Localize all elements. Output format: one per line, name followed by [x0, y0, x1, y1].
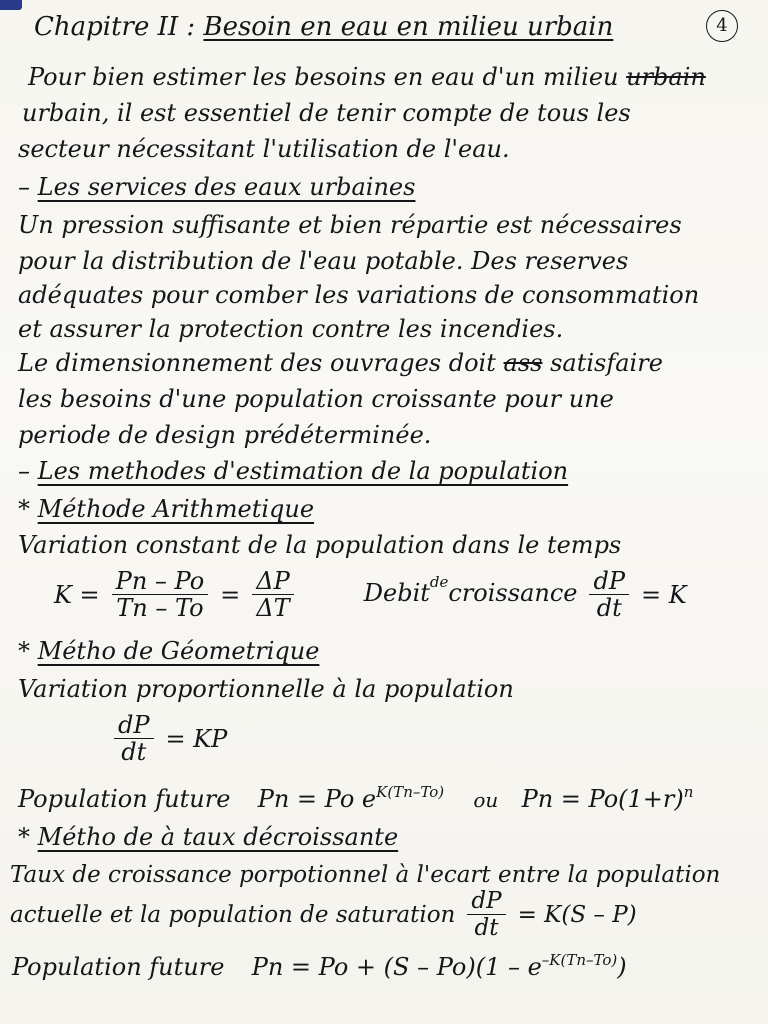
decr-future-row [12, 952, 627, 982]
services-line-1: Un pression suffisante et bien répartie est nécessaires [18, 211, 682, 239]
methods-heading-text: Les methodes d'estimation de la population [37, 457, 569, 485]
geom-desc: Variation proportionnelle à la population [18, 675, 514, 703]
arith-debit-sup: de [429, 573, 449, 591]
services-heading [18, 172, 415, 202]
corner-mark [0, 0, 22, 10]
services-line-5-b: satisfaire [542, 349, 663, 377]
decr-desc-2: actuelle et la population de saturation [10, 901, 456, 928]
decr-equation-row [10, 888, 637, 941]
geom-formula-a: Pn = Po e [257, 785, 377, 813]
arith-debit-b: croissance [448, 579, 578, 607]
arith-debit-label [363, 573, 578, 611]
decr-frac-den: dt [474, 915, 499, 941]
decr-future-label: Population future [12, 953, 225, 981]
intro-struck-word: urbain [626, 63, 706, 91]
decr-heading-text: Métho de à taux décroissante [37, 823, 399, 851]
arith-heading [18, 494, 314, 524]
title-underlined: Besoin en eau en milieu urbain [203, 12, 614, 42]
services-line-5 [18, 348, 663, 378]
decr-rhs: = K(S – P) [517, 901, 637, 928]
arith-frac1-den: Tn – To [116, 594, 204, 622]
services-heading-text: Les services des eaux urbaines [37, 173, 416, 201]
methods-dash: – [18, 457, 38, 485]
arith-rhs: = K [641, 580, 687, 609]
arith-frac1-num: Pn – Po [112, 568, 209, 595]
geom-fraction-dp-dt [114, 712, 154, 765]
services-line-6: les besoins d'une population croissante pour une [18, 385, 614, 413]
geom-heading [18, 636, 319, 666]
decr-desc-1: Taux de croissance porpotionnel à l'ecart entre la population [10, 862, 721, 888]
services-line-4: et assurer la protection contre les incendies. [18, 315, 564, 343]
intro-line-1-text: Pour bien estimer les besoins en eau d'un milieu [28, 63, 627, 91]
page-title [34, 12, 613, 42]
arith-fraction-dp-dt [589, 568, 629, 621]
arith-heading-text: Méthode Arithmetique [37, 495, 315, 523]
geom-frac-num: dP [114, 712, 154, 739]
geom-future-label: Population future [18, 785, 231, 813]
arith-fraction-pn-po [112, 568, 209, 621]
services-line-2: pour la distribution de l'eau potable. Des reserves [18, 247, 629, 275]
methods-heading [18, 456, 568, 486]
decr-formula-exp: –K(Tn–To) [541, 951, 618, 969]
arith-star: * [18, 495, 38, 523]
arith-frac3-den: dt [596, 594, 622, 622]
geom-heading-text: Métho de Géometrique [37, 637, 320, 665]
arith-equation-row [54, 568, 687, 621]
arith-equals: = [220, 580, 241, 609]
decr-heading [18, 822, 398, 852]
intro-line-3: secteur nécessitant l'utilisation de l'eau. [18, 135, 510, 163]
geom-formula-a-exp: K(Tn–To) [376, 783, 445, 801]
geom-formula-b: Pn = Po(1+r) [521, 785, 684, 813]
intro-line-2: urbain, il est essentiel de tenir compte de tous les [22, 99, 631, 127]
geom-formula-b-exp: n [683, 783, 694, 801]
decr-star: * [18, 823, 38, 851]
arith-k-lhs: K = [54, 580, 100, 609]
decr-formula-end: ) [617, 953, 627, 981]
geom-frac-den: dt [121, 738, 147, 766]
page-number: 4 [706, 10, 738, 42]
arith-frac3-num: dP [589, 568, 629, 595]
arith-frac2-den: ΔT [256, 594, 290, 622]
title-prefix: Chapitre II : [34, 12, 196, 42]
decr-frac-num: dP [467, 888, 505, 915]
geom-future-row [18, 784, 693, 815]
services-struck-word: ass [503, 349, 543, 377]
arith-desc: Variation constant de la population dans le temps [18, 531, 622, 559]
decr-formula: Pn = Po + (S – Po)(1 – e [251, 953, 542, 981]
arith-fraction-delta [252, 568, 293, 621]
arith-frac2-num: ΔP [252, 568, 293, 595]
geom-equation-row [110, 712, 227, 765]
geom-star: * [18, 637, 38, 665]
services-dash: – [18, 173, 38, 201]
geom-ou: ou [473, 788, 499, 812]
services-line-7: periode de design prédéterminée. [18, 421, 432, 449]
arith-debit-a: Debit [363, 579, 430, 607]
services-line-5-a: Le dimensionnement des ouvrages doit [18, 349, 504, 377]
decr-fraction-dp-dt [467, 888, 505, 941]
services-line-3: adéquates pour comber les variations de consommation [18, 281, 700, 309]
geom-rhs: = KP [165, 724, 228, 753]
intro-line-1 [28, 62, 706, 92]
